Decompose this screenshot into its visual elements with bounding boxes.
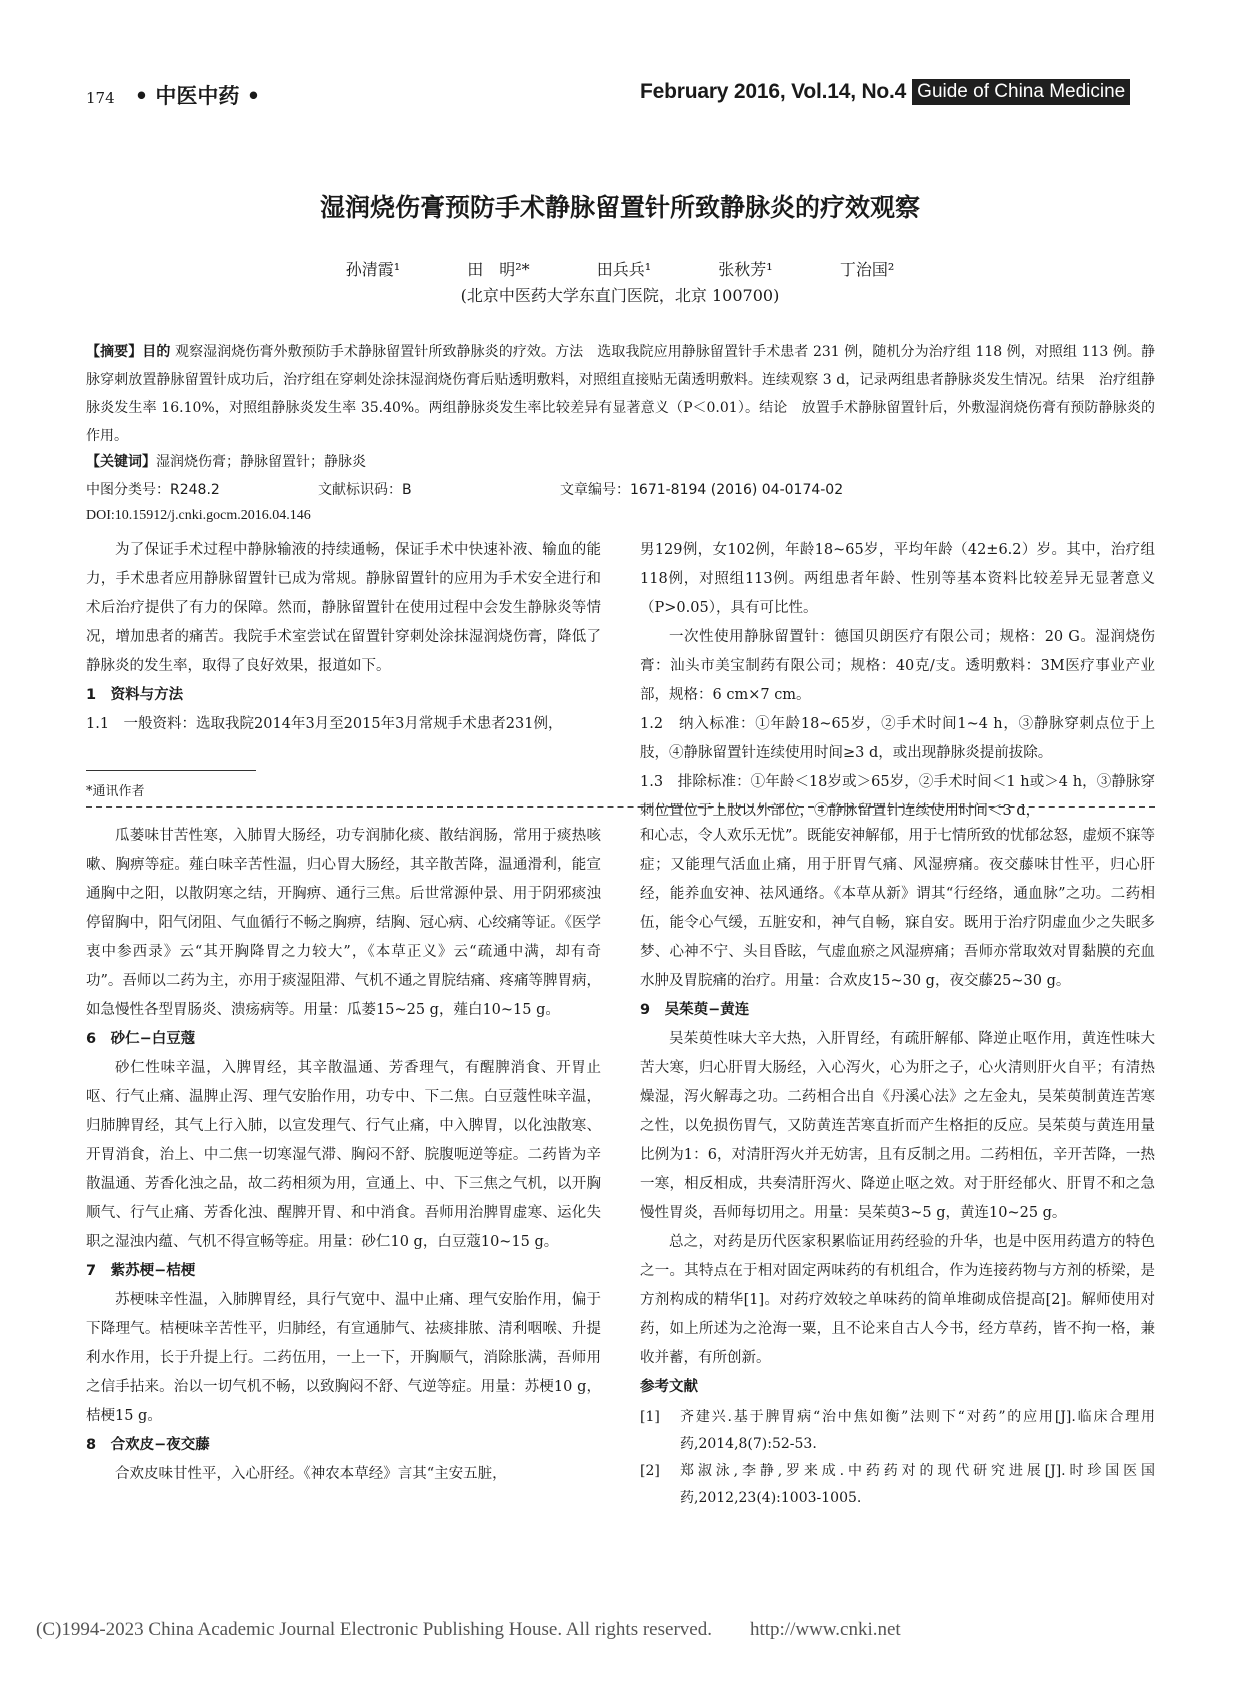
paragraph: 瓜蒌味甘苦性寒，入肺胃大肠经，功专润肺化痰、散结润肠，常用于痰热咳嗽、胸痹等症。薤白味辛苦性温，归心胃大肠经，其辛散苦降，温通滑利，能宣通胸中之阳，以散阴寒之结，开胸痹、通行三焦。后世常源仲景、用于阴邪痰浊停留胸中，阳气闭阻、气血循行不畅之胸痹，结胸、冠心病、心绞痛等证。《医学衷中参西录》云“其开胸降胃之力较大”，《本草正义》云“疏通中满，却有奇功”。吾师以二药为主，亦用于痰湿阻滞、气机不通之胃脘结痛、疼痛等脾胃病，如急慢性各型胃肠炎、溃疡病等。用量：瓜蒌15~25 g，薤白10~15 g。 <box>86 828 601 1018</box>
page-number: 174 <box>86 89 115 107</box>
abstract <box>86 338 1155 450</box>
section-heading: 1 资料与方法 <box>86 687 184 703</box>
section-heading: 9 吴茱萸−黄连 <box>640 1002 750 1018</box>
reference-item <box>640 1458 1155 1512</box>
paragraph: 一次性使用静脉留置针：德国贝朗医疗有限公司；规格：20 G。湿润烧伤膏：汕头市美宝制药有限公司；规格：40克/支。透明敷料：3M医疗事业产业部，规格：6 cm×7 cm。 <box>640 629 1155 703</box>
keywords-label: 【关键词】 <box>86 454 156 470</box>
journal-name-en: Guide of China Medicine <box>912 79 1130 105</box>
upper-right-column <box>640 536 1155 826</box>
paragraph: 1.3 排除标准：①年龄＜18岁或＞65岁，②手术时间＜1 h或＞4 h，③静脉穿刺位置位于上肢以外部位，④静脉留置针连续使用时间＜3 d， <box>640 774 1155 819</box>
paragraph: 砂仁性味辛温，入脾胃经，其辛散温通、芳香理气，有醒脾消食、开胃止呕、行气止痛、温脾止泻、理气安胎作用，功专中、下二焦。白豆蔻性味辛温，归肺脾胃经，其气上行入肺，以宣发理气、行气止痛，中入脾胃，以化浊散寒、开胃消食，治上、中二焦一切寒湿气滞、胸闷不舒、脘腹呃逆等症。二药皆为辛散温通、芳香化浊之品，故二药相须为用，宣通上、中、下三焦之气机，以开胸顺气、行气止痛、芳香化浊、醒脾开胃、和中消食。吾师用治脾胃虚寒、运化失职之湿浊内蕴、气机不得宣畅等症。用量：砂仁10 g，白豆蔻10~15 g。 <box>86 1060 601 1250</box>
copyright-footer: (C)1994-2023 China Academic Journal Electronic Publishing House. All rights reserved. http://www.cnki.net <box>36 1619 901 1640</box>
footnote: *通讯作者 <box>86 784 145 799</box>
paragraph: 男129例，女102例，年龄18~65岁，平均年龄（42±6.2）岁。其中，治疗组118例，对照组113例。两组患者年龄、性别等基本资料比较差异无显著意义（P>0.05），具有可比性。 <box>640 542 1155 616</box>
issue-info: February 2016, Vol.14, No.4 <box>640 80 907 103</box>
reference-item <box>640 1404 1155 1458</box>
reference-text: 齐建兴.基于脾胃病“治中焦如衡”法则下“对药”的应用[J].临床合理用药,2014,8(7):52-53. <box>680 1409 1155 1452</box>
reference-text: 郑淑泳,李静,罗来成.中药药对的现代研究进展[J].时珍国医国药,2012,23(4):1003-1005. <box>680 1463 1155 1506</box>
author-list <box>0 257 1240 280</box>
reference-number: [1] <box>640 1409 660 1425</box>
section-heading: 6 砂仁−白豆蔻 <box>86 1031 196 1047</box>
intro-paragraph: 为了保证手术过程中静脉输液的持续通畅，保证手术中快速补液、输血的能力，手术患者应用静脉留置针已成为常规。静脉留置针的应用为手术安全进行和术后治疗提供了有力的保障。然而，静脉留置针在使用过程中会发生静脉炎等情况，增加患者的痛苦。我院手术室尝试在留置针穿刺处涂抹湿润烧伤膏，降低了静脉炎的发生率，取得了良好效果，报道如下。 <box>86 542 601 674</box>
author: 田 明²* <box>467 260 530 279</box>
article-title: 湿润烧伤膏预防手术静脉留置针所致静脉炎的疗效观察 <box>319 193 920 222</box>
author: 丁治国² <box>839 260 895 279</box>
subsection-paragraph: 1.1 一般资料：选取我院2014年3月至2015年3月常规手术患者231例， <box>86 716 563 732</box>
journal-section: • 中医中药 • <box>134 84 261 108</box>
running-header-right <box>640 78 1155 106</box>
lower-left-column <box>86 822 601 1489</box>
author: 田兵兵¹ <box>596 260 652 279</box>
document-code: 文献标识码：B <box>318 482 412 498</box>
running-header-left <box>86 80 260 110</box>
abstract-label: 【摘要】目的 <box>86 344 171 360</box>
reference-number: [2] <box>640 1463 660 1479</box>
references-heading: 参考文献 <box>640 1379 698 1395</box>
article-separator <box>86 806 1155 808</box>
section-heading: 7 紫苏梗−桔梗 <box>86 1263 196 1279</box>
paragraph: 1.2 纳入标准：①年龄18~65岁，②手术时间1~4 h，③静脉穿刺点位于上肢，④静脉留置针连续使用时间≥3 d，或出现静脉炎提前拔除。 <box>640 716 1155 761</box>
paragraph: 总之，对药是历代医家积累临证用药经验的升华，也是中医用药遣方的特色之一。其特点在于相对固定两味药的有机组合，作为连接药物与方剂的桥梁，是方剂构成的精华[1]。对药疗效较之单味药的简单堆砌成倍提高[2]。解师使用对药，如上所述为之沧海一粟，且不论来自古人今书，经方草药，皆不拘一格，兼收并蓄，有所创新。 <box>640 1234 1155 1366</box>
keywords <box>86 451 366 471</box>
lower-right-column <box>640 822 1155 1512</box>
section-heading: 8 合欢皮−夜交藤 <box>86 1437 210 1453</box>
upper-left-column <box>86 536 601 739</box>
keywords-text: 湿润烧伤膏；静脉留置针；静脉炎 <box>156 454 366 470</box>
footnote-rule <box>86 770 256 771</box>
abstract-text: 观察湿润烧伤膏外敷预防手术静脉留置针所致静脉炎的疗效。方法 选取我院应用静脉留置针手术患者 231 例，随机分为治疗组 118 例，对照组 113 例。静脉穿刺放置静脉留置针成功后，治疗组在穿刺处涂抹湿润烧伤膏后贴透明敷料，对照组直接贴无菌透明敷料。连续观察 3 d，记录两组患者静脉炎发生情况。结果 治疗组静脉炎发生率 16.10%，对照组静脉炎发生率 35.40%。两组静脉炎发生率比较差异有显著意义（P＜0.01）。结论 放置手术静脉留置针后，外敷湿润烧伤膏有预防静脉炎的作用。 <box>86 344 1155 444</box>
paragraph: 吴茱萸性味大辛大热，入肝胃经，有疏肝解郁、降逆止呕作用，黄连性味大苦大寒，归心肝胃大肠经，入心泻火，心为肝之子，心火清则肝火自平；有清热燥湿，泻火解毒之功。二药相合出自《丹溪心法》之左金丸，吴茱萸制黄连苦寒之性，以免损伤胃气，又防黄连苦寒直折而产生格拒的反应。吴茱萸与黄连用量比例为1：6，对清肝泻火并无妨害，且有反制之用。二药相伍，辛开苦降，一热一寒，相反相成，共奏清肝泻火、降逆止呕之效。对于肝经郁火、肝胃不和之急慢性胃炎，吾师每切用之。用量：吴茱萸3~5 g，黄连10~25 g。 <box>640 1031 1155 1221</box>
paragraph: 苏梗味辛性温，入肺脾胃经，具行气宽中、温中止痛、理气安胎作用，偏于下降理气。桔梗味辛苦性平，归肺经，有宣通肺气、祛痰排脓、清利咽喉、升提利水作用，长于升提上行。二药伍用，一上一下，开胸顺气，消除胀满，吾师用之信手拈来。治以一切气机不畅，以致胸闷不舒、气逆等症。用量：苏梗10 g，桔梗15 g。 <box>86 1292 601 1424</box>
paragraph: 合欢皮味甘性平，入心肝经。《神农本草经》言其“主安五脏， <box>115 1466 507 1482</box>
doi: DOI:10.15912/j.cnki.gocm.2016.04.146 <box>86 508 311 523</box>
author: 张秋芳¹ <box>718 260 773 279</box>
article-number: 文章编号：1671-8194 (2016) 04-0174-02 <box>560 482 844 498</box>
author: 孙清霞¹ <box>345 260 401 279</box>
paragraph: 和心志，令人欢乐无忧”。既能安神解郁，用于七情所致的忧郁忿怒，虚烦不寐等症；又能理气活血止痛，用于肝胃气痛、风湿痹痛。夜交藤味甘性平，归心肝经，能养血安神、祛风通络。《本草从新》谓其“行经络，通血脉”之功。二药相伍，能令心气缓，五脏安和，神气自畅，寐自安。既用于治疗阴虚血少之失眠多梦、心神不宁、头目昏眩，气虚血瘀之风湿痹痛；吾师亦常取效对胃黏膜的充血水肿及胃脘痛的治疗。用量：合欢皮15~30 g，夜交藤25~30 g。 <box>640 828 1155 989</box>
affiliation: (北京中医药大学东直门医院，北京 100700) <box>460 286 780 305</box>
clc-number: 中图分类号：R248.2 <box>86 482 220 498</box>
reference-list <box>640 1404 1155 1512</box>
